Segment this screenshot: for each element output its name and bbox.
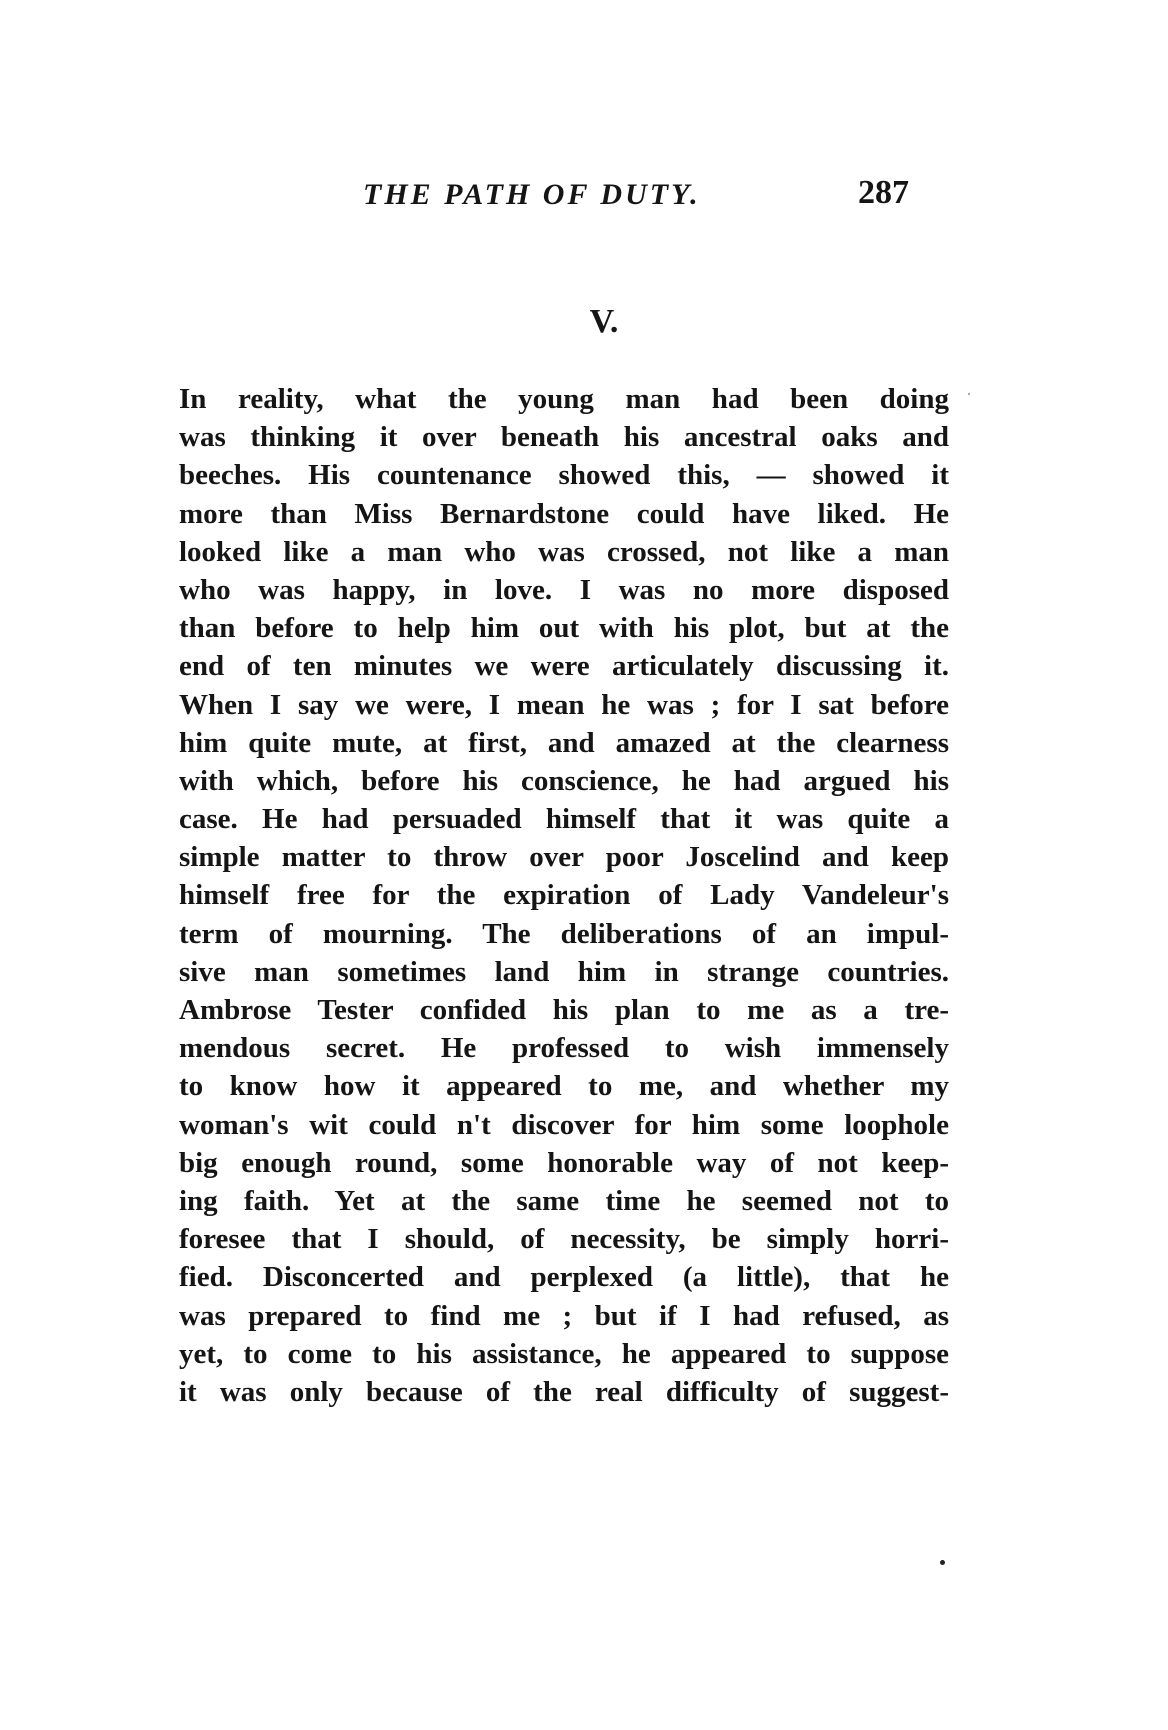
body-paragraph xyxy=(179,380,949,1411)
text-line: Ambrose Tester confided his plan to me as a tre- xyxy=(179,994,949,1026)
text-line: yet, to come to his assistance, he appeared to suppose xyxy=(179,1337,949,1370)
text-line: sive man sometimes land him in strange countries. xyxy=(179,955,949,988)
text-line: was thinking it over beneath his ancestral oaks and xyxy=(179,421,949,454)
text-line: with which, before his conscience, he had argued his xyxy=(179,764,949,797)
text-line: When I say we were, I mean he was ; for I sat before xyxy=(179,688,949,721)
text-line: ing faith. Yet at the same time he seemed not to xyxy=(179,1184,949,1217)
print-speck xyxy=(968,393,970,395)
text-line: In reality, what the young man had been doing xyxy=(179,383,949,415)
text-line: fied. Disconcerted and perplexed (a little), that he xyxy=(179,1261,949,1294)
text-line: woman's wit could n't discover for him some loophole xyxy=(179,1108,949,1141)
print-speck xyxy=(940,1560,945,1565)
text-line: was prepared to find me ; but if I had refused, as xyxy=(179,1299,949,1332)
text-line: simple matter to throw over poor Joscelind and keep xyxy=(179,841,949,874)
text-line: mendous secret. He professed to wish immensely xyxy=(179,1032,949,1065)
text-line: who was happy, in love. I was no more disposed xyxy=(179,573,949,606)
text-line: term of mourning. The deliberations of an impul- xyxy=(179,917,949,950)
text-line: it was only because of the real difficulty of suggest- xyxy=(179,1375,949,1408)
text-line: beeches. His countenance showed this, — showed it xyxy=(179,459,949,492)
text-line: more than Miss Bernardstone could have liked. He xyxy=(179,497,949,530)
text-line: to know how it appeared to me, and whether my xyxy=(179,1070,949,1103)
text-line: himself free for the expiration of Lady Vandeleur's xyxy=(179,879,949,912)
chapter-heading: V. xyxy=(589,303,619,340)
text-line: big enough round, some honorable way of not keep- xyxy=(179,1146,949,1179)
text-line: him quite mute, at first, and amazed at the clearness xyxy=(179,726,949,759)
text-line: looked like a man who was crossed, not like a man xyxy=(179,535,949,568)
running-head xyxy=(0,176,1168,220)
text-line: end of ten minutes we were articulately discussing it. xyxy=(179,650,949,683)
running-title: THE PATH OF DUTY. xyxy=(363,178,701,211)
text-line: foresee that I should, of necessity, be simply horri- xyxy=(179,1223,949,1256)
text-line: than before to help him out with his plot, but at the xyxy=(179,612,949,645)
text-line: case. He had persuaded himself that it was quite a xyxy=(179,803,949,836)
page-number: 287 xyxy=(858,174,909,211)
